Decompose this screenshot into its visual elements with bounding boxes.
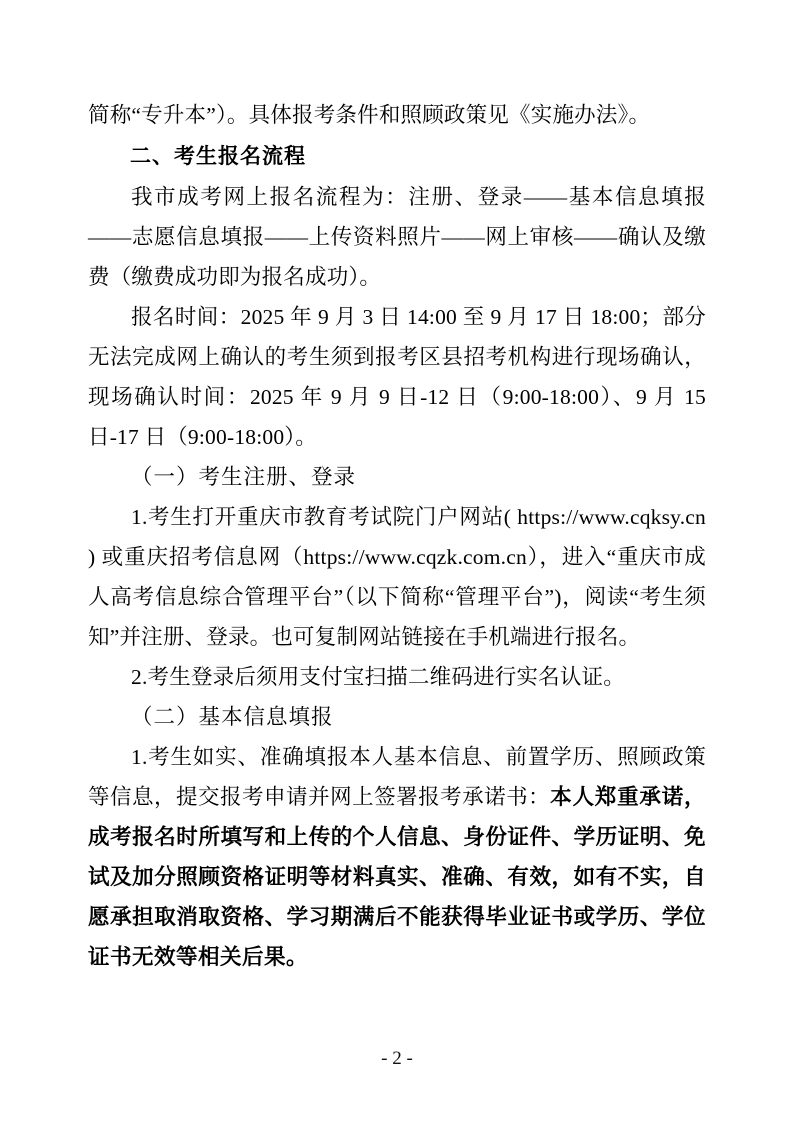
paragraph-continued: 简称“专升本”）。具体报考条件和照顾政策见《实施办法》。 [88,103,651,127]
subheading-candidate-login: （一）考生注册、登录 [131,465,357,489]
commitment-normal-text: 1.考生如实、准确填报本人基本信息、前置学历、照顾政策等信息，提交报考申请并网上签署报考承诺书： [88,745,706,809]
page-number: - 2 - [381,1048,413,1069]
document-body [88,95,706,977]
paragraph-registration-flow: 我市成考网上报名流程为：注册、登录——基本信息填报——志愿信息填报——上传资料照片——网上审核——确认及缴费（缴费成功即为报名成功）。 [88,185,706,289]
subheading-basic-info: （二）基本信息填报 [131,705,334,729]
paragraph-registration-time: 报名时间：2025 年 9 月 3 日 14:00 至 9 月 17 日 18:00；部分无法完成网上确认的考生须到报考区县招考机构进行现场确认，现场确认时间：2025 年 9 月 9 日-12 日（9:00-18:00）、9 月 15 日-17 日（9:00-18:00）。 [88,305,706,449]
paragraph-alipay-verification: 2.考生登录后须用支付宝扫描二维码进行实名认证。 [131,665,625,689]
section-heading-two: 二、考生报名流程 [130,145,306,168]
commitment-bold-text: 本人郑重承诺，成考报名时所填写和上传的个人信息、身份证件、学历证明、免试及加分照顾资格证明等材料真实、准确、有效，如有不实，自愿承担取消取资格、学习期满后不能获得毕业证书或学历、学位证书无效等相关后果。 [88,785,706,969]
paragraph-commitment [88,737,706,977]
paragraph-website-steps: 1.考生打开重庆市教育考试院门户网站( https://www.cqksy.cn ) 或重庆招考信息网（https://www.cqzk.com.cn），进入“重庆市成人高考信息综合管理平台”（以下简称“管理平台”)，阅读“考生须知”并注册、登录。也可复制网站链接在手机端进行报名。 [88,505,706,649]
page-footer [0,1048,794,1070]
